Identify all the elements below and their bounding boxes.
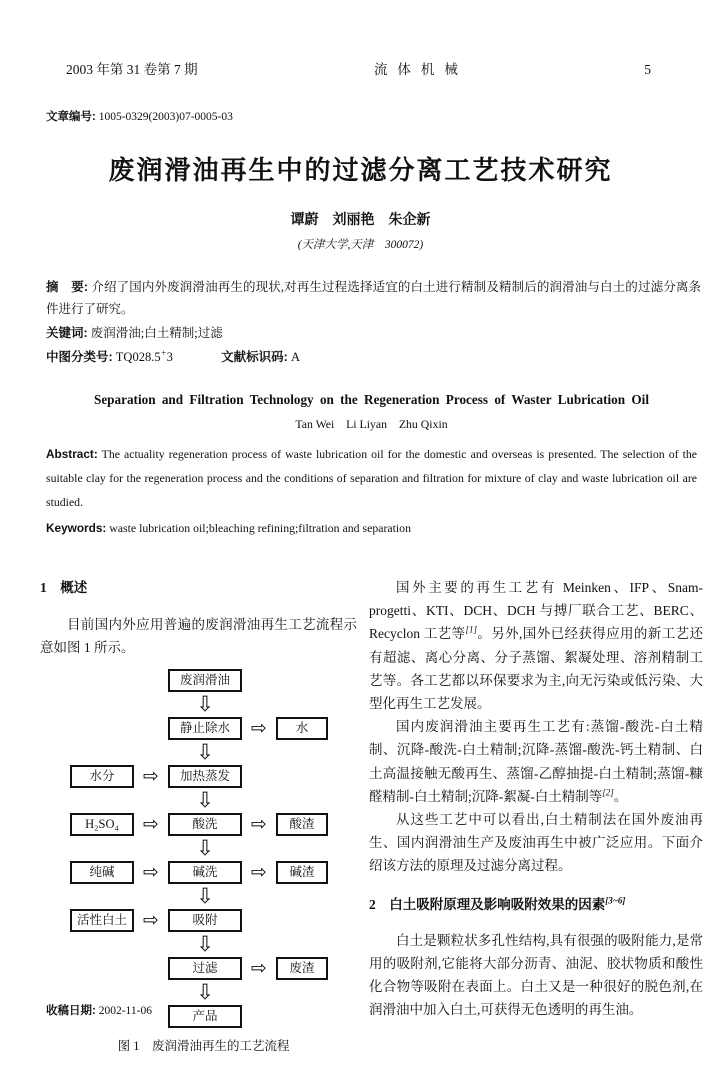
flow-row: [70, 813, 330, 836]
article-title-cn: 废润滑油再生中的过滤分离工艺技术研究: [108, 156, 613, 185]
flow-row: [70, 692, 330, 717]
flow-row: [70, 765, 330, 788]
body-columns: [40, 576, 703, 1054]
section-2-paragraph: 白土是颗粒状多孔性结构,具有很强的吸附能力,是常用的吸附剂,它能将大部分沥青、油泥、胶状物质和酸性化合物等吸附在表面上。白土又是一种很好的脱色剂,在润滑油中加入白土,可获得无色透明的再生油。: [369, 932, 703, 1018]
flow-node-alkali-wash: 碱洗: [168, 861, 242, 884]
keywords-label-cn: 关键词:: [46, 326, 88, 340]
abstract-cn: [46, 276, 701, 320]
received-date-value: 2002-11-06: [98, 1005, 152, 1017]
down-arrow-icon: ⇩: [196, 788, 214, 813]
flow-node-h2so4: H₂SO₄: [70, 813, 134, 836]
abstract-label-cn: 摘 要:: [46, 280, 89, 294]
flow-node-product: 产品: [168, 1005, 242, 1028]
section-1-heading: 1 概述: [40, 580, 88, 595]
flow-node-alkali-residue: 碱渣: [276, 861, 328, 884]
section-2-heading: 2 白土吸附原理及影响吸附效果的因素[3~6]: [369, 895, 626, 912]
down-arrow-icon: ⇩: [196, 740, 214, 765]
keywords-text-cn: 废润滑油;白土精制;过滤: [90, 326, 223, 340]
abstract-en: [46, 442, 697, 514]
flow-row: [70, 861, 330, 884]
keywords-label-en: Keywords:: [46, 521, 107, 535]
figure-1-caption: 图 1 废润滑油再生的工艺流程: [117, 1039, 290, 1054]
article-number-line: [0, 78, 721, 124]
right-column: [369, 576, 703, 1054]
clc-label: 中图分类号:: [46, 350, 113, 364]
right-arrow-icon: ⇨: [251, 957, 267, 980]
right-arrow-icon: ⇨: [251, 717, 267, 740]
clc-value: TQ028.5+3: [115, 347, 173, 364]
authors-cn: 谭蔚 刘丽艳 朱企新: [290, 213, 431, 228]
down-arrow-icon: ⇩: [196, 884, 214, 909]
reference-2: [2]: [602, 787, 614, 798]
right-arrow-icon: ⇨: [143, 909, 159, 932]
flow-node-clay: 活性白土: [70, 909, 134, 932]
down-arrow-icon: ⇩: [196, 980, 214, 1005]
flow-node-waste-oil: 废润滑油: [168, 669, 242, 692]
journal-name: 流体机械: [373, 62, 468, 77]
received-date-line: [46, 1002, 152, 1018]
abstract-label-en: Abstract:: [46, 447, 98, 461]
down-arrow-icon: ⇩: [196, 692, 214, 717]
article-number-value: 1005-0329(2003)07-0005-03: [98, 111, 233, 123]
flow-row: [70, 909, 330, 932]
flow-node-settle: 静止除水: [168, 717, 242, 740]
paragraph-domestic-processes: 国内废润滑油主要再生工艺有:蒸馏-酸洗-白土精制、沉降-酸洗-白土精制;沉降-蒸馏-酸洗-钙土精制、白土高温接触无酸再生、蒸馏-乙醇抽提-白土精制;蒸馏-糠醛精制-白土精制;沉降-絮凝-白土精制等[2]。: [369, 719, 703, 804]
reference-3-6: [3~6]: [605, 895, 626, 906]
flow-node-adsorb: 吸附: [168, 909, 242, 932]
flow-row: [70, 788, 330, 813]
paragraph-overseas-processes: 国外主要的再生工艺有 Meinken、IFP、Snam-progetti、KTI、DCH、DCH 与搏厂联合工艺、BERC、Recyclon 工艺等[1]。另外,国外已经获得应用的新工艺还有超滤、离心分离、分子蒸馏、絮凝处理、溶剂精制工艺等。各工艺都以环保要求为主,向无污染或低污染、大型化再生工艺发展。: [369, 580, 703, 712]
abstract-text-cn: 介绍了国内外废润滑油再生的现状,对再生过程选择适宜的白土进行精制及精制后的润滑油与白土的过滤分离条件进行了研究。: [46, 280, 701, 316]
left-column: [40, 576, 357, 1054]
flow-node-acid-residue: 酸渣: [276, 813, 328, 836]
doc-code-label: 文献标识码:: [221, 350, 288, 364]
article-number-label: 文章编号:: [46, 111, 96, 123]
flow-row: [70, 884, 330, 909]
flow-row: [70, 932, 330, 957]
right-arrow-icon: ⇨: [251, 813, 267, 836]
section-1-paragraph: 目前国内外应用普遍的废润滑油再生工艺流程示意如图 1 所示。: [40, 617, 358, 656]
right-arrow-icon: ⇨: [143, 813, 159, 836]
right-arrow-icon: ⇨: [251, 861, 267, 884]
keywords-en: [46, 516, 697, 540]
abstract-block-cn: [46, 276, 701, 368]
doc-code-value: A: [290, 350, 300, 364]
right-arrow-icon: ⇨: [143, 765, 159, 788]
affiliation: (天津大学,天津 300072): [297, 239, 424, 251]
keywords-text-en: waste lubrication oil;bleaching refining;filtration and separation: [109, 521, 411, 535]
authors-en: Tan Wei Li Liyan Zhu Qixin: [295, 417, 448, 431]
received-date-label: 收稿日期:: [46, 1005, 96, 1017]
flow-row: [70, 836, 330, 861]
flow-node-acid-wash: 酸洗: [168, 813, 242, 836]
right-arrow-icon: ⇨: [143, 861, 159, 884]
flow-node-water: 水: [276, 717, 328, 740]
flow-node-soda: 纯碱: [70, 861, 134, 884]
article-title-en: Separation and Filtration Technology on the Regeneration Process of Waster Lubrication Oil: [93, 392, 649, 407]
page-header: [0, 0, 721, 78]
flow-row: [70, 717, 330, 740]
page-number: 5: [644, 62, 651, 77]
flow-node-evaporate: 加热蒸发: [168, 765, 242, 788]
english-block: [46, 392, 697, 540]
down-arrow-icon: ⇩: [196, 932, 214, 957]
issue-info: 2003 年第 31 卷第 7 期: [66, 62, 198, 77]
clc-line: [46, 346, 701, 368]
reference-1: [1]: [465, 624, 477, 635]
paragraph-clay-refining-usage: 从这些工艺中可以看出,白土精制法在国外废油再生、国内润滑油生产及废油再生中被广泛应用。下面介绍该方法的原理及过滤分离过程。: [369, 812, 703, 874]
process-flowchart: [70, 669, 330, 1028]
flow-row: [70, 957, 330, 980]
keywords-cn: [46, 322, 701, 344]
abstract-text-en: The actuality regeneration process of waste lubrication oil for the domestic and overseas is presented. The selection of the suitable clay for the regeneration process and the conditions of separation and filtration for mixture of clay and waste lubrication oil are studied.: [46, 447, 697, 509]
flow-row: [70, 669, 330, 692]
flow-node-moisture: 水分: [70, 765, 134, 788]
flow-node-waste-residue: 废渣: [276, 957, 328, 980]
down-arrow-icon: ⇩: [196, 836, 214, 861]
flow-node-filter: 过滤: [168, 957, 242, 980]
flow-row: [70, 740, 330, 765]
